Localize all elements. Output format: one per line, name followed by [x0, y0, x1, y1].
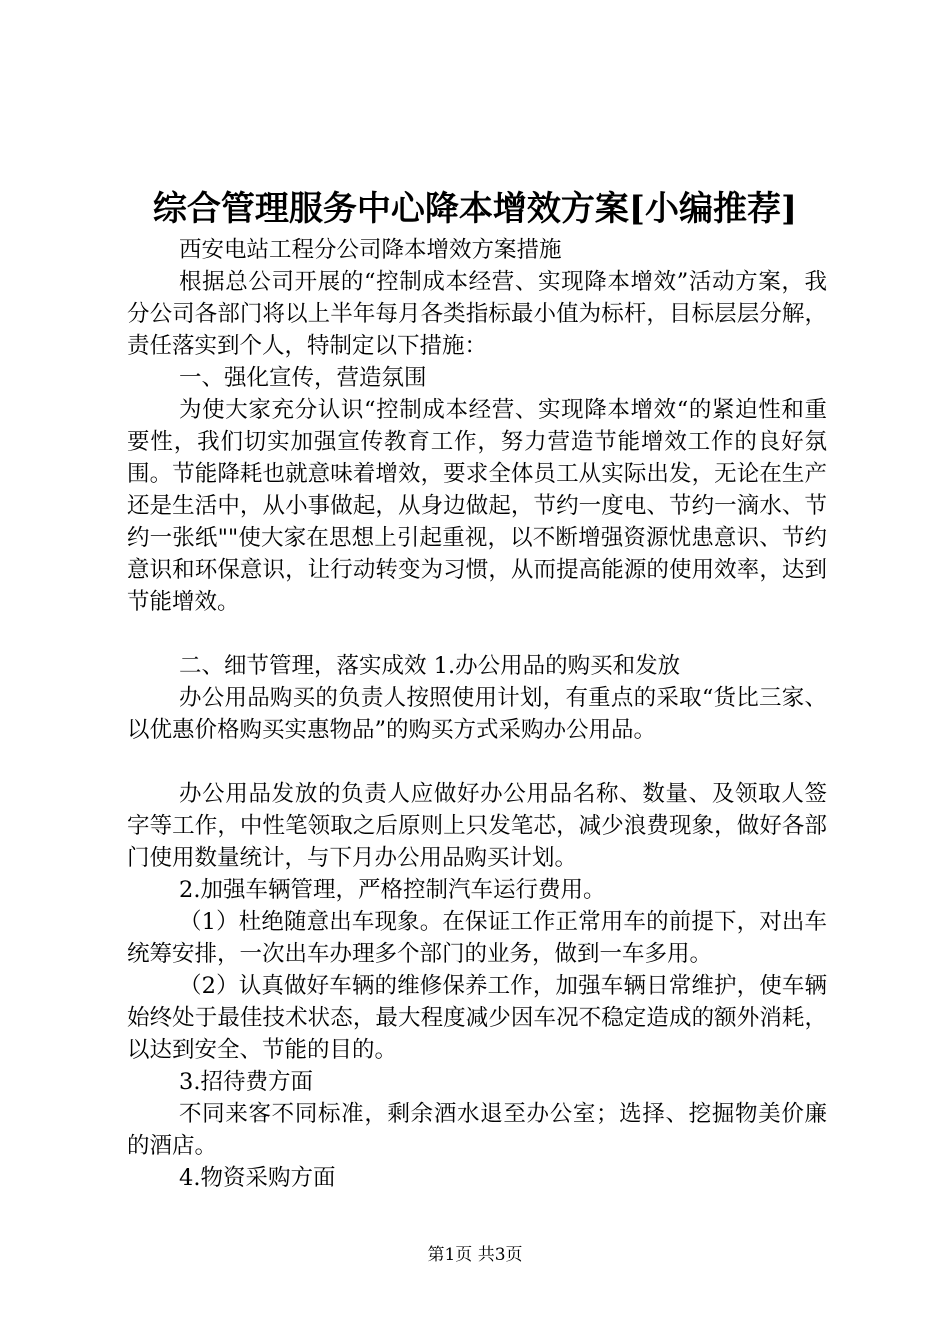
- document-title: 综合管理服务中心降本增效方案[小编推荐]: [152, 189, 798, 229]
- paragraph-intro: 根据总公司开展的“控制成本经营、实现降本增效”活动方案，我分公司各部门将以上半年每月各类指标最小值为标杆，目标层层分解，责任落实到个人，特制定以下措施：: [127, 269, 827, 359]
- subheading-vehicle: 2.加强车辆管理，严格控制汽车运行费用。: [179, 877, 606, 903]
- paragraph-subtitle: 西安电站工程分公司降本增效方案措施: [179, 237, 562, 263]
- paragraph-vehicle-2: （2）认真做好车辆的维修保养工作，加强车辆日常维护，使车辆始终处于最佳技术状态，最大程度减少因车况不稳定造成的额外消耗，以达到安全、节能的目的。: [127, 973, 827, 1063]
- page-footer: 第1页 共3页: [427, 1245, 523, 1265]
- section-heading-1: 一、强化宣传，营造氛围: [179, 365, 427, 391]
- paragraph-hospitality: 不同来客不同标准，剩余酒水退至办公室；选择、挖掘物美价廉的酒店。: [127, 1101, 827, 1159]
- document-body: [127, 234, 827, 1194]
- subheading-hospitality: 3.招待费方面: [179, 1069, 313, 1095]
- paragraph-office-purchase: 办公用品购买的负责人按照使用计划，有重点的采取“货比三家、以优惠价格购买实惠物品”的购买方式采购办公用品。: [127, 685, 827, 743]
- paragraph-publicity: 为使大家充分认识“控制成本经营、实现降本增效“的紧迫性和重要性，我们切实加强宣传教育工作，努力营造节能增效工作的良好氛围。节能降耗也就意味着增效，要求全体员工从实际出发，无论在生产还是生活中，从小事做起，从身边做起，节约一度电、节约一滴水、节约一张纸""使大家在思想上引起重视，以不断增强资源忧患意识、节约意识和环保意识，让行动转变为习惯，从而提高能源的使用效率，达到节能增效。: [127, 397, 827, 615]
- paragraph-vehicle-1: （1）杜绝随意出车现象。在保证工作正常用车的前提下，对出车统筹安排，一次出车办理多个部门的业务，做到一车多用。: [127, 909, 827, 967]
- paragraph-office-distribution: 办公用品发放的负责人应做好办公用品名称、数量、及领取人签字等工作，中性笔领取之后原则上只发笔芯，减少浪费现象，做好各部门使用数量统计，与下月办公用品购买计划。: [127, 781, 827, 871]
- subheading-procurement: 4.物资采购方面: [179, 1165, 336, 1191]
- section-heading-2: 二、细节管理，落实成效 1.办公用品的购买和发放: [179, 653, 681, 679]
